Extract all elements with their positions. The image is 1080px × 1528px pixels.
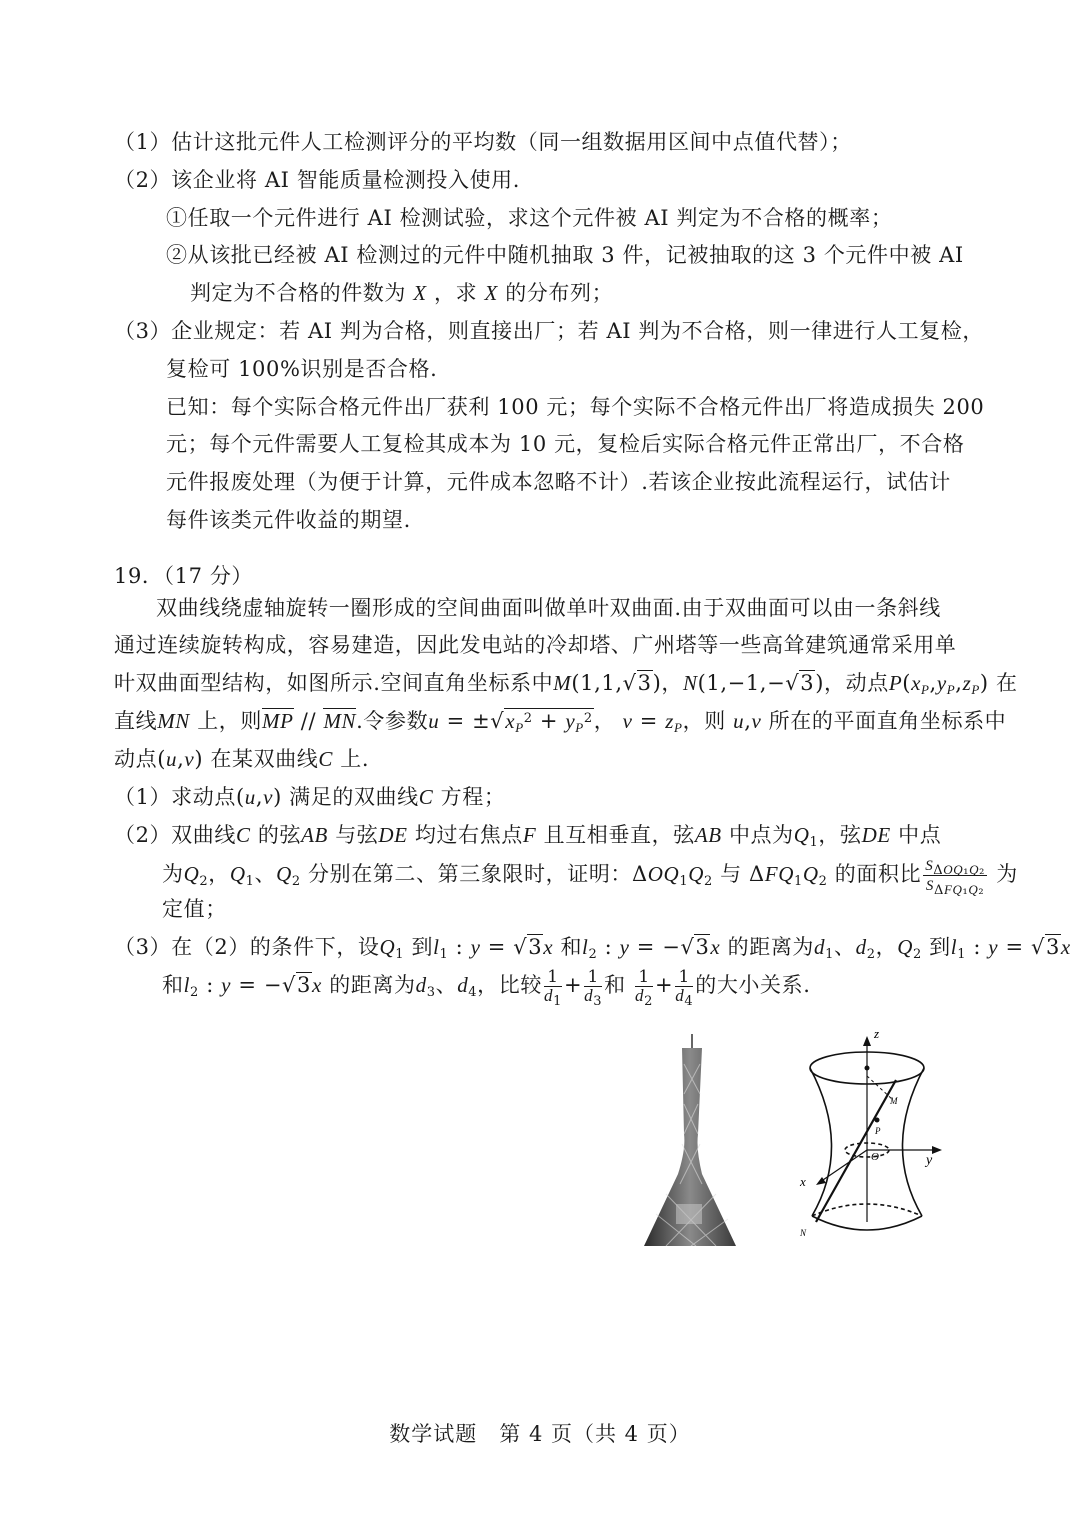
hyperboloid-diagram: [790, 1022, 960, 1246]
axis-x-label: x: [800, 1174, 806, 1189]
right-generatrix: [902, 1068, 924, 1216]
q19-header: 19．（17 分）: [114, 564, 254, 588]
q18-part3c: 已知：每个实际合格元件出厂获利 100 元；每个实际不合格元件出厂将造成损失 200: [166, 395, 985, 419]
left-generatrix: [810, 1068, 832, 1216]
axis-y-label: y: [926, 1153, 933, 1168]
page-footer: 数学试题 第 4 页（共 4 页）: [389, 1422, 691, 1446]
point-P-label: P: [875, 1126, 881, 1136]
canton-tower-photo: [636, 1034, 754, 1246]
q19-part3-line1: （3）在（2）的条件下，设$Q_1$ 到$l_1$ : y = √3x 和$l_2$ : y = −√3x 的距离为$d_1$、$d_2$，$Q_2$ 到$l_1$ : y = √3x: [114, 935, 1071, 962]
q18-part3e: 元件报废处理（为便于计算，元件成本忽略不计）.若该企业按此流程运行，试估计: [166, 470, 951, 494]
q18-part3a: （3）企业规定：若 AI 判为合格，则直接出厂；若 AI 判为不合格，则一律进行人工复检，: [114, 319, 984, 343]
q18-part3f: 每件该类元件收益的期望.: [166, 508, 411, 532]
x-axis: [820, 1150, 867, 1182]
q19-part2-line3: 定值；: [162, 897, 227, 921]
q18-part1: （1）估计这批元件人工检测评分的平均数（同一组数据用区间中点值代替）；: [114, 130, 852, 154]
q18-part3b: 复检可 100%识别是否合格.: [166, 357, 438, 381]
q19-part3-line2: 和$l_2$ : y = −√3x 的距离为$d_3$、$d_4$，比较 $\frac{1}{d_1}$ + $\frac{1}{d_3}$ 和 $\frac{1}{d_2}$ + $\frac{1}{d_4}$ 的大小关系.: [162, 967, 811, 1009]
q18-part2-2b: 判定为不合格的件数为 X ，求 X 的分布列；: [190, 281, 614, 305]
axis-z-label: z: [874, 1026, 880, 1041]
q19-stem-line1: 双曲线绕虚轴旋转一圈形成的空间曲面叫做单叶双曲面.由于双曲面可以由一条斜线: [156, 596, 941, 620]
q18-part3d: 元；每个元件需要人工复检其成本为 10 元，复检后实际合格元件正常出厂，不合格: [166, 432, 965, 456]
q19-part1: （1）求动点(u,v) 满足的双曲线C 方程；: [114, 785, 506, 809]
q19-stem-line2: 通过连续旋转构成，容易建造，因此发电站的冷却塔、广州塔等一些高耸建筑通常采用单: [114, 633, 957, 657]
point-M-label: M: [890, 1096, 898, 1106]
q18-part2: （2）该企业将 AI 智能质量检测投入使用.: [114, 168, 521, 192]
point-O-label: O: [871, 1151, 879, 1163]
line-MN: [816, 1080, 896, 1222]
q19-stem-line5: 动点(u,v) 在某双曲线C 上.: [114, 747, 370, 771]
q18-part2-2a: ②从该批已经被 AI 检测过的元件中随机抽取 3 件，记被抽取的这 3 个元件中被 AI: [166, 243, 964, 267]
q19-stem-line4: 直线MN 上，则MP // MN.令参数$u = \pm√x_P^2 + y_P^2$， $v = z_P$，则 u,v 所在的平面直角坐标系中: [114, 709, 1007, 735]
q19-stem-line3: 叶双曲面型结构，如图所示.空间直角坐标系中M(1,1,√3)，N(1,−1,−√3)，动点$P(x_P,y_P,z_P)$ 在: [114, 671, 1018, 697]
q18-part2-1: ①任取一个元件进行 AI 检测试验，求这个元件被 AI 判定为不合格的概率；: [166, 206, 893, 230]
q19-part2-line1: （2）双曲线C 的弦AB 与弦DE 均过右焦点F 且互相垂直，弦AB 中点为$Q_1$，弦DE 中点: [114, 823, 942, 850]
point-N-label: N: [800, 1228, 807, 1238]
q19-part2-line2: 为$Q_2$，$Q_1$、$Q_2$ 分别在第二、第三象限时，证明：$\Delta OQ_1Q_2$ 与 $\Delta FQ_1Q_2$ 的面积比 $\frac{S_{\Delta OQ_1Q_2}}{S_{\Delta FQ_1Q_2}}$ 为: [162, 858, 1018, 898]
